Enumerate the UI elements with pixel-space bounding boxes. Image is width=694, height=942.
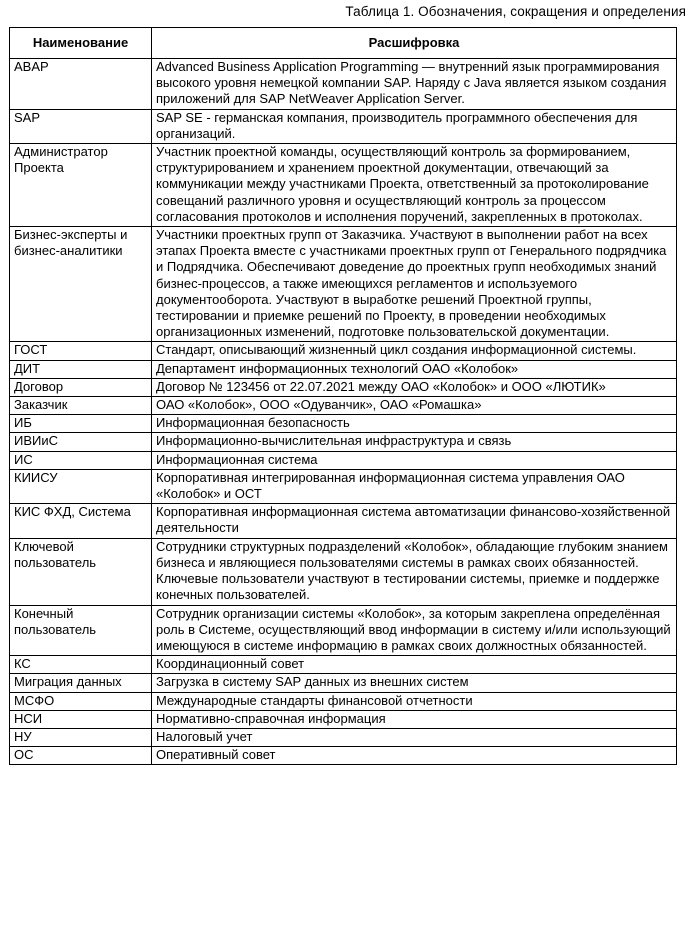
term-cell: ABAP bbox=[10, 59, 152, 110]
term-cell: КИС ФХД, Система bbox=[10, 504, 152, 538]
table-row bbox=[10, 378, 677, 396]
definition-cell: Департамент информационных технологий ОАО «Колобок» bbox=[152, 360, 677, 378]
term-cell: НСИ bbox=[10, 710, 152, 728]
term-cell: ИС bbox=[10, 451, 152, 469]
definition-cell: Сотрудники структурных подразделений «Колобок», обладающие глубоким знанием бизнеса и являющиеся пользователями системы в рамках своих обязанностей. Ключевые пользователи участвуют в тестировании системы, приемке и поддержке конечных пользователей. bbox=[152, 538, 677, 605]
definition-cell: Координационный совет bbox=[152, 656, 677, 674]
table-row bbox=[10, 504, 677, 538]
term-cell: Конечный пользователь bbox=[10, 605, 152, 656]
definition-cell: Договор № 123456 от 22.07.2021 между ОАО «Колобок» и ООО «ЛЮТИК» bbox=[152, 378, 677, 396]
table-row bbox=[10, 656, 677, 674]
term-cell: Бизнес-эксперты и бизнес-аналитики bbox=[10, 227, 152, 342]
table-row bbox=[10, 227, 677, 342]
term-cell: Договор bbox=[10, 378, 152, 396]
term-cell: Заказчик bbox=[10, 397, 152, 415]
definition-cell: ОАО «Колобок», ООО «Одуванчик», ОАО «Ромашка» bbox=[152, 397, 677, 415]
table-row bbox=[10, 674, 677, 692]
definition-cell: Advanced Business Application Programming — внутренний язык программирования высокого уровня немецкой компании SAP. Наряду с Java является языком создания приложений для SAP NetWeaver Application Server. bbox=[152, 59, 677, 110]
term-cell: SAP bbox=[10, 109, 152, 143]
term-cell: ДИТ bbox=[10, 360, 152, 378]
table-row bbox=[10, 451, 677, 469]
table-header-row bbox=[10, 28, 677, 59]
term-cell: Администратор Проекта bbox=[10, 144, 152, 227]
definition-cell: Участники проектных групп от Заказчика. Участвуют в выполнении работ на всех этапах Проекта вместе с участниками проектных групп от Генерального подрядчика и Подрядчика. Обеспечивают доведение до проектных групп необходимых знаний бизнес-процессов, а также имеющихся регламентов и используемого документооборота. Участвуют в выработке решений Проектной группы, тестировании и приемке решений по Проекту, в проведении необходимых организационных изменений, подготовке пользовательской документации. bbox=[152, 227, 677, 342]
term-cell: ОС bbox=[10, 747, 152, 765]
table-row bbox=[10, 692, 677, 710]
table-row bbox=[10, 59, 677, 110]
table-row bbox=[10, 342, 677, 360]
table-row bbox=[10, 397, 677, 415]
term-cell: ГОСТ bbox=[10, 342, 152, 360]
definition-cell: SAP SE - германская компания, производитель программного обеспечения для организаций. bbox=[152, 109, 677, 143]
table-caption: Таблица 1. Обозначения, сокращения и определения bbox=[345, 4, 686, 19]
term-cell: КС bbox=[10, 656, 152, 674]
definition-cell: Оперативный совет bbox=[152, 747, 677, 765]
header-definition: Расшифровка bbox=[152, 28, 677, 59]
table-row bbox=[10, 144, 677, 227]
table-row bbox=[10, 433, 677, 451]
definition-cell: Стандарт, описывающий жизненный цикл создания информационной системы. bbox=[152, 342, 677, 360]
definition-cell: Информационная безопасность bbox=[152, 415, 677, 433]
table-row bbox=[10, 710, 677, 728]
definition-cell: Участник проектной команды, осуществляющий контроль за формированием, структурированием и хранением проектной документации, отвечающий за коммуникации между участниками Проекта, ответственный за протоколирование совещаний различного уровня и осуществляющий контроль за процессом согласования протоколов и исполнения поручений, закрепленных в протоколах. bbox=[152, 144, 677, 227]
definition-cell: Загрузка в систему SAP данных из внешних систем bbox=[152, 674, 677, 692]
table-row bbox=[10, 360, 677, 378]
table-row bbox=[10, 728, 677, 746]
header-term: Наименование bbox=[10, 28, 152, 59]
definition-cell: Информационная система bbox=[152, 451, 677, 469]
definition-cell: Налоговый учет bbox=[152, 728, 677, 746]
definitions-table bbox=[9, 27, 677, 765]
term-cell: МСФО bbox=[10, 692, 152, 710]
definition-cell: Информационно-вычислительная инфраструктура и связь bbox=[152, 433, 677, 451]
table-row bbox=[10, 747, 677, 765]
term-cell: КИИСУ bbox=[10, 469, 152, 503]
definition-cell: Международные стандарты финансовой отчетности bbox=[152, 692, 677, 710]
term-cell: ИБ bbox=[10, 415, 152, 433]
term-cell: Ключевой пользователь bbox=[10, 538, 152, 605]
term-cell: Миграция данных bbox=[10, 674, 152, 692]
table-row bbox=[10, 469, 677, 503]
term-cell: ИВИиС bbox=[10, 433, 152, 451]
definition-cell: Сотрудник организации системы «Колобок», за которым закреплена определённая роль в Системе, осуществляющий ввод информации в систему и/или использующий имеющуюся в системе информацию в рамках своих должностных обязанностей. bbox=[152, 605, 677, 656]
definition-cell: Корпоративная интегрированная информационная система управления ОАО «Колобок» и ОСТ bbox=[152, 469, 677, 503]
table-row bbox=[10, 109, 677, 143]
table-row bbox=[10, 538, 677, 605]
term-cell: НУ bbox=[10, 728, 152, 746]
table-row bbox=[10, 415, 677, 433]
definition-cell: Нормативно-справочная информация bbox=[152, 710, 677, 728]
table-row bbox=[10, 605, 677, 656]
definition-cell: Корпоративная информационная система автоматизации финансово-хозяйственной деятельности bbox=[152, 504, 677, 538]
